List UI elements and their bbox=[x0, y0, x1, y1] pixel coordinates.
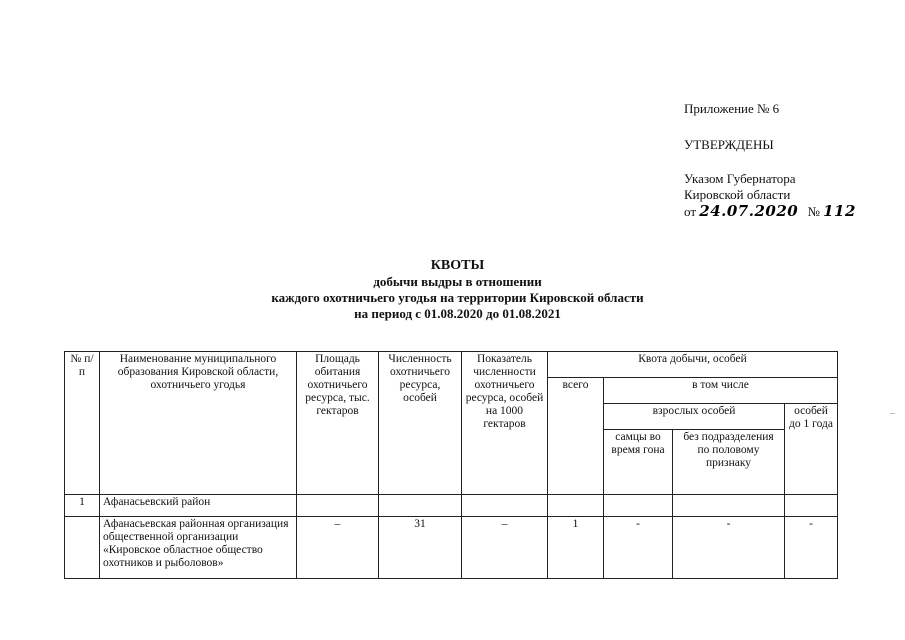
scan-mark: _ bbox=[890, 404, 895, 415]
cell-young bbox=[785, 495, 838, 517]
cell-area bbox=[297, 495, 379, 517]
decree-line-1: Указом Губернатора bbox=[684, 171, 796, 186]
decree-date: 24.07.2020 bbox=[699, 202, 799, 220]
header-incl: в том числе bbox=[604, 378, 838, 404]
header-quota: Квота добычи, особей bbox=[548, 352, 838, 378]
approved-label: УТВЕРЖДЕНЫ bbox=[684, 137, 774, 152]
title-line-3: на период с 01.08.2020 до 01.08.2021 bbox=[354, 306, 561, 321]
cell-num: 1 bbox=[65, 495, 100, 517]
document-title bbox=[0, 258, 905, 322]
cell-nosex bbox=[673, 495, 785, 517]
cell-index: – bbox=[462, 517, 548, 579]
decree-block bbox=[684, 171, 856, 219]
cell-males bbox=[604, 495, 673, 517]
cell-young: - bbox=[785, 517, 838, 579]
cell-males: - bbox=[604, 517, 673, 579]
decree-from-label: от bbox=[684, 204, 697, 219]
cell-num bbox=[65, 517, 100, 579]
header-index: Показатель численности охотничьего ресурса, особей на 1000 гектаров bbox=[462, 352, 548, 495]
table-row bbox=[65, 517, 838, 579]
decree-line-2: Кировской области bbox=[684, 187, 791, 202]
title-main: КВОТЫ bbox=[430, 258, 485, 273]
header-name: Наименование муниципального образования Кировской области, охотничьего угодья bbox=[100, 352, 297, 495]
header-count: Численность охотничьего ресурса, особей bbox=[379, 352, 462, 495]
cell-total: 1 bbox=[548, 517, 604, 579]
title-line-1: добычи выдры в отношении bbox=[373, 274, 542, 289]
cell-area: – bbox=[297, 517, 379, 579]
title-line-2: каждого охотничьего угодья на территории Кировской области bbox=[271, 290, 644, 305]
cell-count bbox=[379, 495, 462, 517]
header-nosex: без подразделения по половому признаку bbox=[673, 430, 785, 495]
header-num: № п/п bbox=[65, 352, 100, 495]
cell-nosex: - bbox=[673, 517, 785, 579]
cell-name: Афанасьевский район bbox=[100, 495, 297, 517]
cell-index bbox=[462, 495, 548, 517]
quota-table bbox=[64, 351, 838, 579]
cell-total bbox=[548, 495, 604, 517]
header-adults: взрослых особей bbox=[604, 404, 785, 430]
header-total: всего bbox=[548, 378, 604, 495]
decree-number: 112 bbox=[823, 202, 856, 220]
cell-name: Афанасьевская районная организация общественной организации «Кировское областное общество охотников и рыболовов» bbox=[100, 517, 297, 579]
header-area: Площадь обитания охотничьего ресурса, тыс. гектаров bbox=[297, 352, 379, 495]
cell-count: 31 bbox=[379, 517, 462, 579]
decree-number-label: № bbox=[807, 204, 820, 219]
header-males: самцы во время гона bbox=[604, 430, 673, 495]
header-young: особей до 1 года bbox=[785, 404, 838, 495]
table-row bbox=[65, 495, 838, 517]
appendix-number: Приложение № 6 bbox=[684, 101, 780, 116]
decree-line-3 bbox=[684, 203, 856, 219]
